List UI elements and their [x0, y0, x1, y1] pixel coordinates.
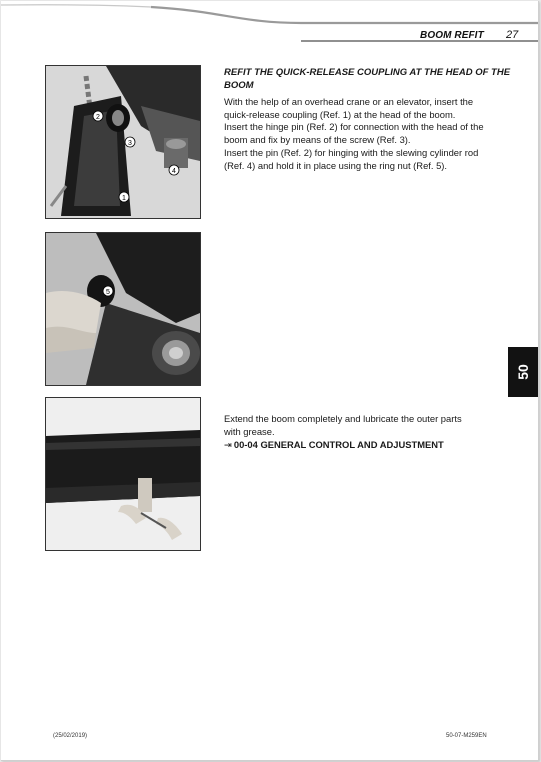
step-refit-coupling: [224, 67, 514, 172]
step-text-line: Extend the boom completely and lubricate the outer parts: [224, 413, 462, 424]
step-title-line: REFIT THE QUICK-RELEASE COUPLING AT THE HEAD OF THE: [224, 67, 511, 78]
svg-text:2: 2: [96, 114, 100, 121]
callout-1: [119, 192, 129, 202]
step-text-line: with grease.: [224, 425, 275, 437]
ring-nut-photo: [46, 233, 200, 385]
svg-text:3: 3: [128, 140, 132, 147]
callout-4: [169, 165, 179, 175]
boom-lubrication-photo: [46, 398, 200, 550]
step-title-line: BOOM: [224, 79, 254, 91]
step-title: [224, 67, 514, 92]
figure-boom-lubrication: [45, 397, 201, 551]
step-text-line: Insert the pin (Ref. 2) for hinging with the slewing cylinder rod: [224, 146, 479, 158]
section-title: BOOM REFIT: [420, 30, 484, 41]
svg-text:4: 4: [172, 168, 176, 175]
figure-coupling-installation: [45, 65, 201, 219]
manual-page: [1, 1, 539, 761]
step-text-line: boom and fix by means of the screw (Ref. 3).: [224, 134, 411, 146]
footer-date: (25/02/2019): [53, 733, 88, 739]
step-text-line: Insert the hinge pin (Ref. 2) for connection with the head of the: [224, 121, 484, 133]
step-lubricate-boom: [224, 413, 514, 451]
svg-text:1: 1: [122, 195, 126, 202]
page-number: 27: [506, 29, 519, 41]
step-text-line: quick-release coupling (Ref. 1) at the head of the boom.: [224, 108, 456, 120]
chapter-number: 50: [514, 364, 531, 380]
reference-arrow-icon: ⇥: [224, 439, 232, 451]
footer-document-code: 50-07-M259EN: [446, 733, 487, 739]
step-text-line: With the help of an overhead crane or an elevator, insert the: [224, 96, 474, 107]
callout-3: [125, 137, 135, 147]
callout-2: [93, 111, 103, 121]
figure-ring-nut: [45, 232, 201, 386]
svg-text:5: 5: [106, 289, 110, 296]
header-swoosh-decoration: [1, 1, 538, 49]
chapter-side-tab: [508, 347, 538, 397]
step-text-line: (Ref. 4) and hold it in place using the ring nut (Ref. 5).: [224, 159, 448, 171]
coupling-photo: [46, 66, 200, 218]
cross-reference-text: 00-04 GENERAL CONTROL AND ADJUSTMENT: [233, 439, 444, 451]
callout-5: [103, 286, 113, 296]
cross-reference-link[interactable]: [224, 438, 514, 451]
